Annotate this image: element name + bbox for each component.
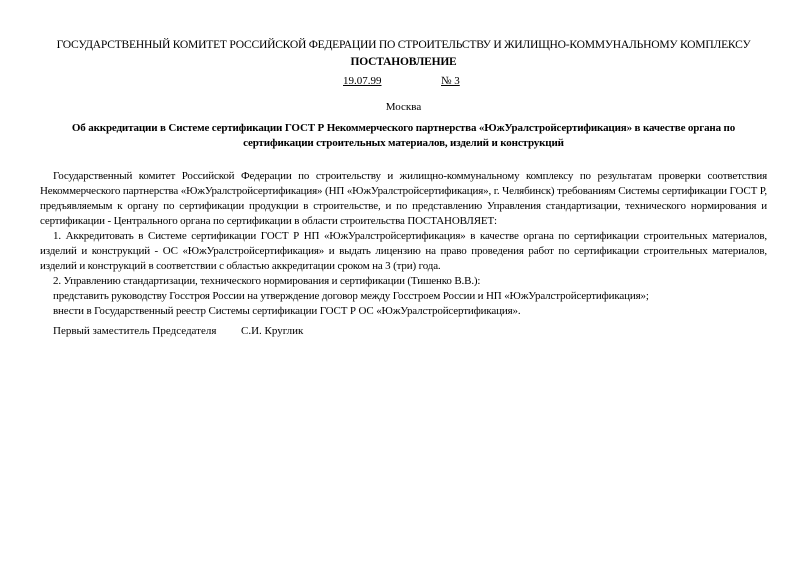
document-number: № 3 — [441, 75, 460, 87]
issuing-authority: ГОСУДАРСТВЕННЫЙ КОМИТЕТ РОССИЙСКОЙ ФЕДЕРАЦИИ ПО СТРОИТЕЛЬСТВУ И ЖИЛИЩНО-КОММУНАЛЬНОМУ КОМПЛЕКСУ — [56, 38, 751, 51]
paragraph-item-1: 1. Аккредитовать в Системе сертификации ГОСТ Р НП «ЮжУралстройсертификация» в качестве органа по сертификации строительных материалов, изделий и конструкций - ОС «ЮжУралстройсертификация» и выдать лицензию на право проведения работ по сертификации строительных материалов, изделий и конструкций в соответствии с областью аккредитации сроком на 3 (три) года. — [40, 230, 767, 272]
paragraph-item-2: 2. Управлению стандартизации, технического нормирования и сертификации (Тишенко В.В.): — [53, 275, 481, 287]
document-type: ПОСТАНОВЛЕНИЕ — [350, 56, 457, 68]
document-body — [40, 169, 767, 319]
paragraph-item-2-sub-1: представить руководству Госстроя России на утверждение договор между Госстроем России и НП «ЮжУралстройсертификация»; — [53, 290, 649, 302]
document-title: Об аккредитации в Системе сертификации ГОСТ Р Некоммерческого партнерства «ЮжУралстройсертификация» в качестве органа по сертификации строительных материалов, изделий и конструкций — [71, 122, 736, 149]
document-city: Москва — [385, 101, 422, 113]
signature-position: Первый заместитель Председателя — [53, 325, 217, 337]
document-date: 19.07.99 — [343, 75, 382, 87]
paragraph-item-2-sub-2: внести в Государственный реестр Системы сертификации ГОСТ Р ОС «ЮжУралстройсертификация». — [53, 305, 521, 317]
signature-name: С.И. Круглик — [241, 325, 304, 337]
paragraph-preamble: Государственный комитет Российской Федерации по строительству и жилищно-коммунальному комплексу по результатам проверки соответствия Некоммерческого партнерства «ЮжУралстройсертификация» (НП «ЮжУралстройсертификация», г. Челябинск) требованиям Системы сертификации ГОСТ Р, предъявляемым к органу по сертификации продукции в строительстве, и по представлению Управления стандартизации, технического нормирования и сертификации - Центрального органа по сертификации в области строительства ПОСТАНОВЛЯЕТ: — [40, 170, 767, 227]
